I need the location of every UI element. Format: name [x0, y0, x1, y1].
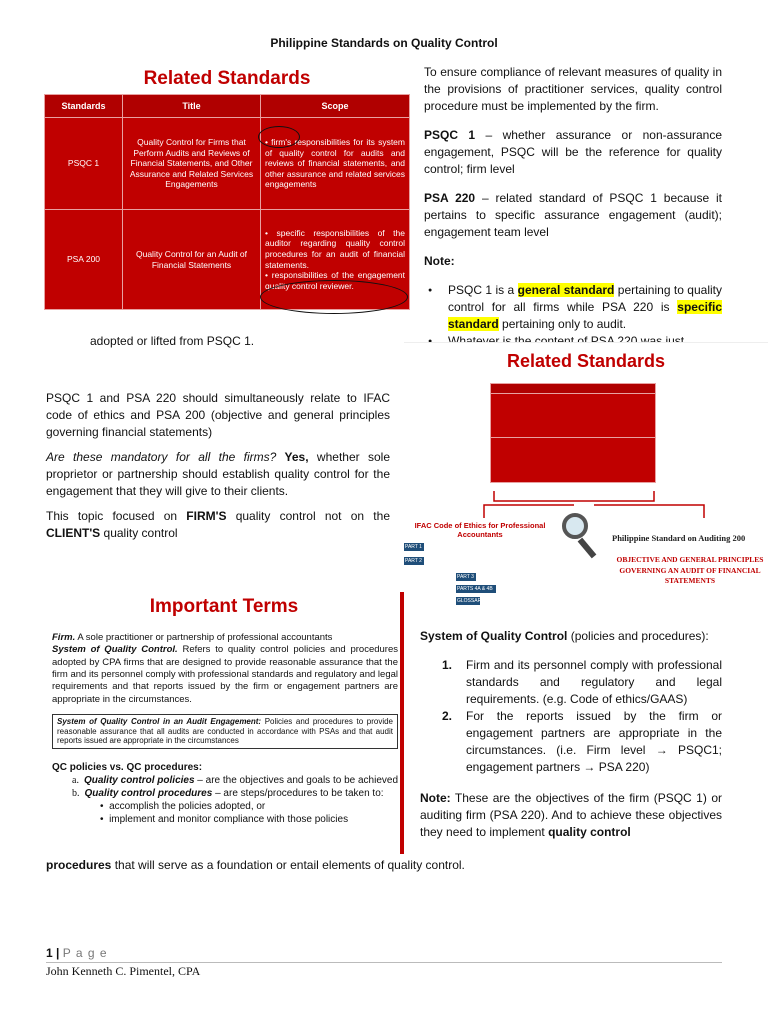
right-bottom-text	[420, 628, 722, 841]
procedures-def: b. Quality control procedures – are steps/procedures to be taken to:	[72, 787, 384, 799]
title-cell: Quality Control for an Audit of Financial Statements	[123, 210, 261, 310]
sub-item: • accomplish the policies adopted, or	[100, 800, 266, 812]
right-top-text	[424, 64, 722, 350]
col-standards: Standards	[45, 95, 123, 118]
continuation-text: adopted or lifted from PSQC 1.	[90, 334, 255, 348]
paragraph: PSQC 1 – whether assurance or non-assurance engagement, PSQC will be the reference for quality control; firm level	[424, 128, 723, 177]
note-label: Note:	[424, 254, 455, 269]
part-label: PART 1	[404, 543, 424, 551]
paragraph: Are these mandatory for all the firms? Yes, whether sole proprietor or partnership should establish quality control for the engagement that they will give to their clients.	[46, 450, 391, 499]
slide-edge	[400, 592, 404, 854]
col-scope: Scope	[261, 95, 410, 118]
slide-heading: Related Standards	[506, 351, 666, 371]
paragraph: System of Quality Control (policies and procedures):	[420, 629, 709, 643]
bottom-line: procedures that will serve as a foundation or entail elements of quality control.	[46, 858, 465, 872]
qc-list	[420, 657, 722, 776]
scope-item: • firm's responsibilities for its system of quality control for audits and reviews of financial statements, and other assurance and related services engagements	[265, 137, 405, 190]
slide-heading: Important Terms	[149, 596, 299, 617]
policies-def: a. Quality control policies – are the objectives and goals to be achieved	[72, 774, 399, 786]
part-label: PART 2	[404, 557, 424, 565]
psa-subtitle: OBJECTIVE AND GENERAL PRINCIPLES GOVERNING AN AUDIT OF FINANCIAL STATEMENTS	[616, 555, 764, 585]
standards-table	[44, 94, 410, 310]
annotation-circle	[260, 280, 408, 314]
footer-rule	[46, 962, 722, 963]
col-title: Title	[123, 95, 261, 118]
paragraph: PSQC 1 and PSA 220 should simultaneously relate to IFAC code of ethics and PSA 200 (objective and general principles governing financial statements)	[46, 391, 390, 440]
sqc-def: System of Quality Control. Refers to quality control policies and procedures adopted by CPA firms that are designed to provide reasonable assurance that the firm and its personnel comply with professional standards and regulatory and legal requirements and that reports issued by the firm or engagement partners are appropriate in the circumstances.	[52, 644, 398, 705]
author-name: John Kenneth C. Pimentel, CPA	[46, 964, 201, 978]
standard-cell: PSA 200	[45, 210, 123, 310]
list-item: 2. For the reports issued by the firm or engagement partners are appropriate in the circumstances. (i.e. Firm level → PSQC1; engagement partners → PSA 220)	[442, 709, 722, 775]
psa-title: Philippine Standard on Auditing 200	[612, 533, 746, 543]
list-item: 1. Firm and its personnel comply with professional standards and regulatory and legal requirements. (e.g. Code of ethics/GAAS)	[442, 658, 722, 707]
magnifier-icon	[556, 509, 596, 559]
ifac-title: IFAC Code of Ethics for Professional Accountants	[414, 521, 546, 539]
title-cell: Quality Control for Firms that Perform Audits and Reviews of Financial Statements, and Other Assurance and Related Services Engagements	[123, 118, 261, 210]
part-label: PART 3	[456, 573, 476, 581]
part-label: GLOSSARY	[457, 598, 485, 604]
page-number: 1 | P a g e	[46, 946, 108, 960]
left-mid-text	[46, 390, 390, 542]
part-label: PARTS 4A & 4B	[456, 585, 496, 593]
scope-item: • responsibilities of the engagement quality control reviewer.	[265, 270, 405, 291]
firm-def: Firm. A sole practitioner or partnership of professional accountants	[52, 632, 333, 643]
page-title: Philippine Standards on Quality Control	[270, 36, 498, 50]
table-row	[45, 118, 410, 210]
annotation-circle	[258, 126, 300, 148]
standard-cell: PSQC 1	[45, 118, 123, 210]
vs-title: QC policies vs. QC procedures:	[52, 761, 203, 773]
terms-body	[44, 632, 404, 826]
audit-sqc-box: System of Quality Control in an Audit Engagement: Policies and procedures to provide reasonable assurance that all audits are conducted in accordance with PSAs and that audit reports issued are appropriate in the circumstances	[52, 714, 398, 749]
note-paragraph: Note: These are the objectives of the firm (PSQC 1) or auditing firm (PSA 220). And to achieve these objectives they need to implement quality control	[420, 791, 722, 840]
note-list	[424, 282, 722, 350]
paragraph: This topic focused on FIRM'S quality control not on the CLIENT'S quality control	[46, 509, 390, 541]
paragraph: To ensure compliance of relevant measures of quality in the provisions of practitioner services, quality control procedure must be implemented by the firm.	[424, 65, 722, 114]
related-standards-diagram-slide	[404, 342, 768, 606]
sub-item: • implement and monitor compliance with those policies	[100, 813, 349, 825]
paragraph: PSA 220 – related standard of PSQC 1 because it pertains to specific assurance engagement (audit); engagement team level	[424, 191, 723, 240]
related-standards-slide	[44, 62, 410, 328]
scope-item: • specific responsibilities of the auditor regarding quality control procedures for an audit of financial statements.	[265, 228, 405, 271]
list-item: ● PSQC 1 is a general standard pertaining to quality control for all firms while PSA 220 is specific standard pertaining only to audit.	[424, 282, 722, 333]
ifac-parts	[404, 541, 550, 605]
important-terms-slide	[44, 592, 404, 854]
slide-heading: Related Standards	[143, 68, 311, 89]
